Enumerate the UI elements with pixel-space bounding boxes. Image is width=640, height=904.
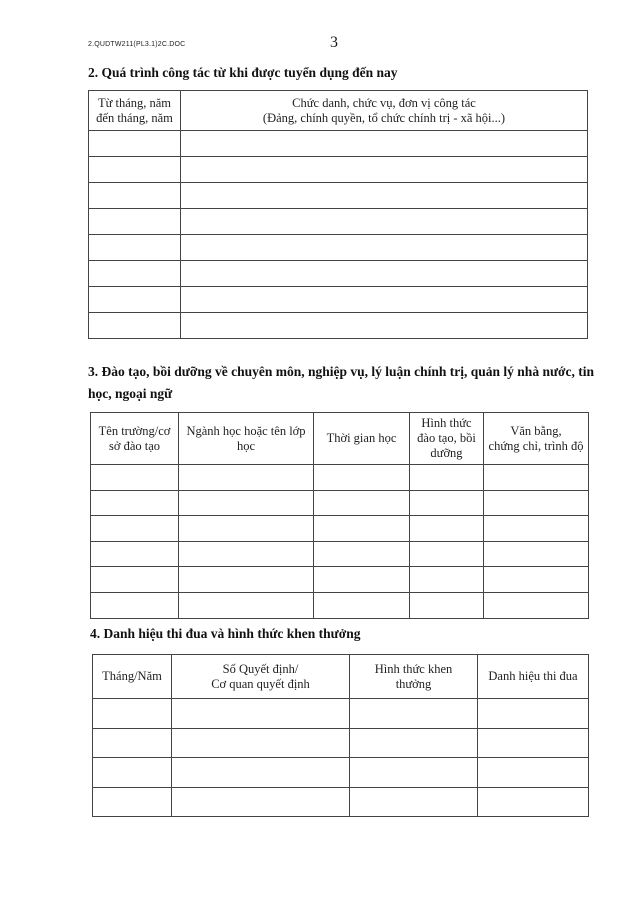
table-cell[interactable] [172, 699, 350, 729]
table-cell[interactable] [478, 728, 589, 758]
table-cell[interactable] [179, 490, 314, 516]
section-4-heading: 4. Danh hiệu thi đua và hình thức khen thưởng [90, 626, 361, 641]
table-cell[interactable] [89, 287, 181, 313]
table-cell[interactable] [350, 758, 478, 788]
header-line: Từ tháng, năm [97, 95, 172, 110]
table-cell[interactable] [314, 592, 410, 618]
table-cell[interactable] [478, 758, 589, 788]
header-line: Chức danh, chức vụ, đơn vị công tác [292, 95, 476, 110]
table-cell[interactable] [181, 183, 588, 209]
table-cell[interactable] [179, 516, 314, 542]
table-cell[interactable] [484, 490, 589, 516]
table-cell[interactable] [172, 787, 350, 817]
table-cell[interactable] [172, 728, 350, 758]
table-cell[interactable] [181, 261, 588, 287]
table-cell[interactable] [181, 235, 588, 261]
table-cell[interactable] [179, 567, 314, 593]
table-cell[interactable] [181, 131, 588, 157]
table-cell[interactable] [350, 728, 478, 758]
table-cell[interactable] [179, 592, 314, 618]
table-cell[interactable] [89, 209, 181, 235]
table-row [89, 287, 588, 313]
table-row [91, 567, 589, 593]
table-row [91, 516, 589, 542]
table-cell[interactable] [93, 787, 172, 817]
table-cell[interactable] [91, 541, 179, 567]
table-cell[interactable] [314, 541, 410, 567]
heading-line: học, ngoại ngữ [88, 386, 173, 401]
table-cell[interactable] [91, 465, 179, 491]
header-position [181, 91, 588, 131]
page-number: 3 [330, 34, 338, 51]
header-line: Cơ quan quyết định [211, 676, 310, 691]
table-cell[interactable] [91, 516, 179, 542]
table-row [93, 787, 589, 817]
table-cell[interactable] [484, 592, 589, 618]
header-line: đào tạo, bồi [417, 431, 476, 445]
header-line: (Đảng, chính quyền, tổ chức chính trị - xã hội...) [262, 110, 506, 125]
table-cell[interactable] [350, 699, 478, 729]
table-row [89, 131, 588, 157]
table-cell[interactable] [410, 567, 484, 593]
header-line: dưỡng [430, 446, 463, 460]
table-row [89, 313, 588, 339]
header-emulation-title [478, 655, 589, 699]
section-2-heading: 2. Quá trình công tác từ khi được tuyển dụng đến nay [88, 65, 398, 80]
header-institution [91, 413, 179, 465]
table-row [91, 465, 589, 491]
header-degree [484, 413, 589, 465]
table-cell[interactable] [478, 699, 589, 729]
table-cell[interactable] [179, 541, 314, 567]
table-row [89, 157, 588, 183]
header-line: chứng chỉ, trình độ [488, 438, 584, 453]
table-body [93, 699, 589, 817]
table-body [89, 131, 588, 339]
header-award-form [350, 655, 478, 699]
header-line: đến tháng, năm [96, 110, 173, 125]
header-row [93, 655, 589, 699]
table-cell[interactable] [93, 728, 172, 758]
table-cell[interactable] [410, 516, 484, 542]
header-line: thưởng [395, 676, 432, 691]
header-row [91, 413, 589, 465]
table-cell[interactable] [91, 592, 179, 618]
table-cell[interactable] [93, 758, 172, 788]
header-month-year [93, 655, 172, 699]
table-cell[interactable] [314, 516, 410, 542]
training-table [90, 412, 589, 619]
heading-line: 3. Đào tạo, bồi dưỡng về chuyên môn, nghiệp vụ, lý luận chính trị, quản lý nhà nước, tin [88, 364, 595, 379]
header-line: Số Quyết định/ [222, 661, 299, 676]
table-cell[interactable] [91, 490, 179, 516]
table-cell[interactable] [484, 567, 589, 593]
table-body [91, 465, 589, 619]
header-line: Tháng/Năm [102, 669, 162, 683]
header-line: Ngành học hoặc tên lớp [186, 423, 306, 438]
table-cell[interactable] [179, 465, 314, 491]
table-cell[interactable] [410, 465, 484, 491]
table-cell[interactable] [89, 261, 181, 287]
table-cell[interactable] [181, 287, 588, 313]
table-cell[interactable] [410, 541, 484, 567]
table-cell[interactable] [181, 157, 588, 183]
table-cell[interactable] [484, 465, 589, 491]
awards-table [92, 654, 589, 817]
header-line: Hình thức [421, 416, 472, 430]
table-cell[interactable] [181, 313, 588, 339]
header-form [410, 413, 484, 465]
table-cell[interactable] [484, 541, 589, 567]
header-line: học [236, 438, 256, 453]
table-cell[interactable] [410, 490, 484, 516]
table-cell[interactable] [181, 209, 588, 235]
table-cell[interactable] [484, 516, 589, 542]
table-row [91, 541, 589, 567]
table-cell[interactable] [314, 567, 410, 593]
header-major [179, 413, 314, 465]
header-decision [172, 655, 350, 699]
table-row [93, 728, 589, 758]
table-cell[interactable] [89, 313, 181, 339]
table-cell[interactable] [410, 592, 484, 618]
table-cell[interactable] [350, 787, 478, 817]
table-row [91, 592, 589, 618]
table-cell[interactable] [89, 235, 181, 261]
table-row [93, 699, 589, 729]
table-cell[interactable] [172, 758, 350, 788]
table-cell[interactable] [478, 787, 589, 817]
table-cell[interactable] [89, 183, 181, 209]
table-cell[interactable] [89, 131, 181, 157]
table-cell[interactable] [314, 490, 410, 516]
header-line: sở đào tạo [108, 438, 161, 453]
table-cell[interactable] [91, 567, 179, 593]
table-cell[interactable] [314, 465, 410, 491]
section-3-heading [88, 361, 594, 405]
document-code: 2.QUDTW211(PL3.1)2C.DOC [88, 41, 186, 48]
header-line: Hình thức khen [374, 661, 453, 676]
header-duration [314, 413, 410, 465]
header-line: Tên trường/cơ [98, 423, 171, 438]
header-from-to [89, 91, 181, 131]
table-cell[interactable] [93, 699, 172, 729]
header-line: Văn bằng, [510, 423, 562, 438]
table-row [93, 758, 589, 788]
table-cell[interactable] [89, 157, 181, 183]
work-history-table [88, 90, 588, 339]
table-row [91, 490, 589, 516]
table-row [89, 235, 588, 261]
table-row [89, 209, 588, 235]
header-line: Danh hiệu thi đua [488, 669, 578, 683]
header-row [89, 91, 588, 131]
table-row [89, 261, 588, 287]
header-line: Thời gian học [326, 431, 397, 445]
table-row [89, 183, 588, 209]
